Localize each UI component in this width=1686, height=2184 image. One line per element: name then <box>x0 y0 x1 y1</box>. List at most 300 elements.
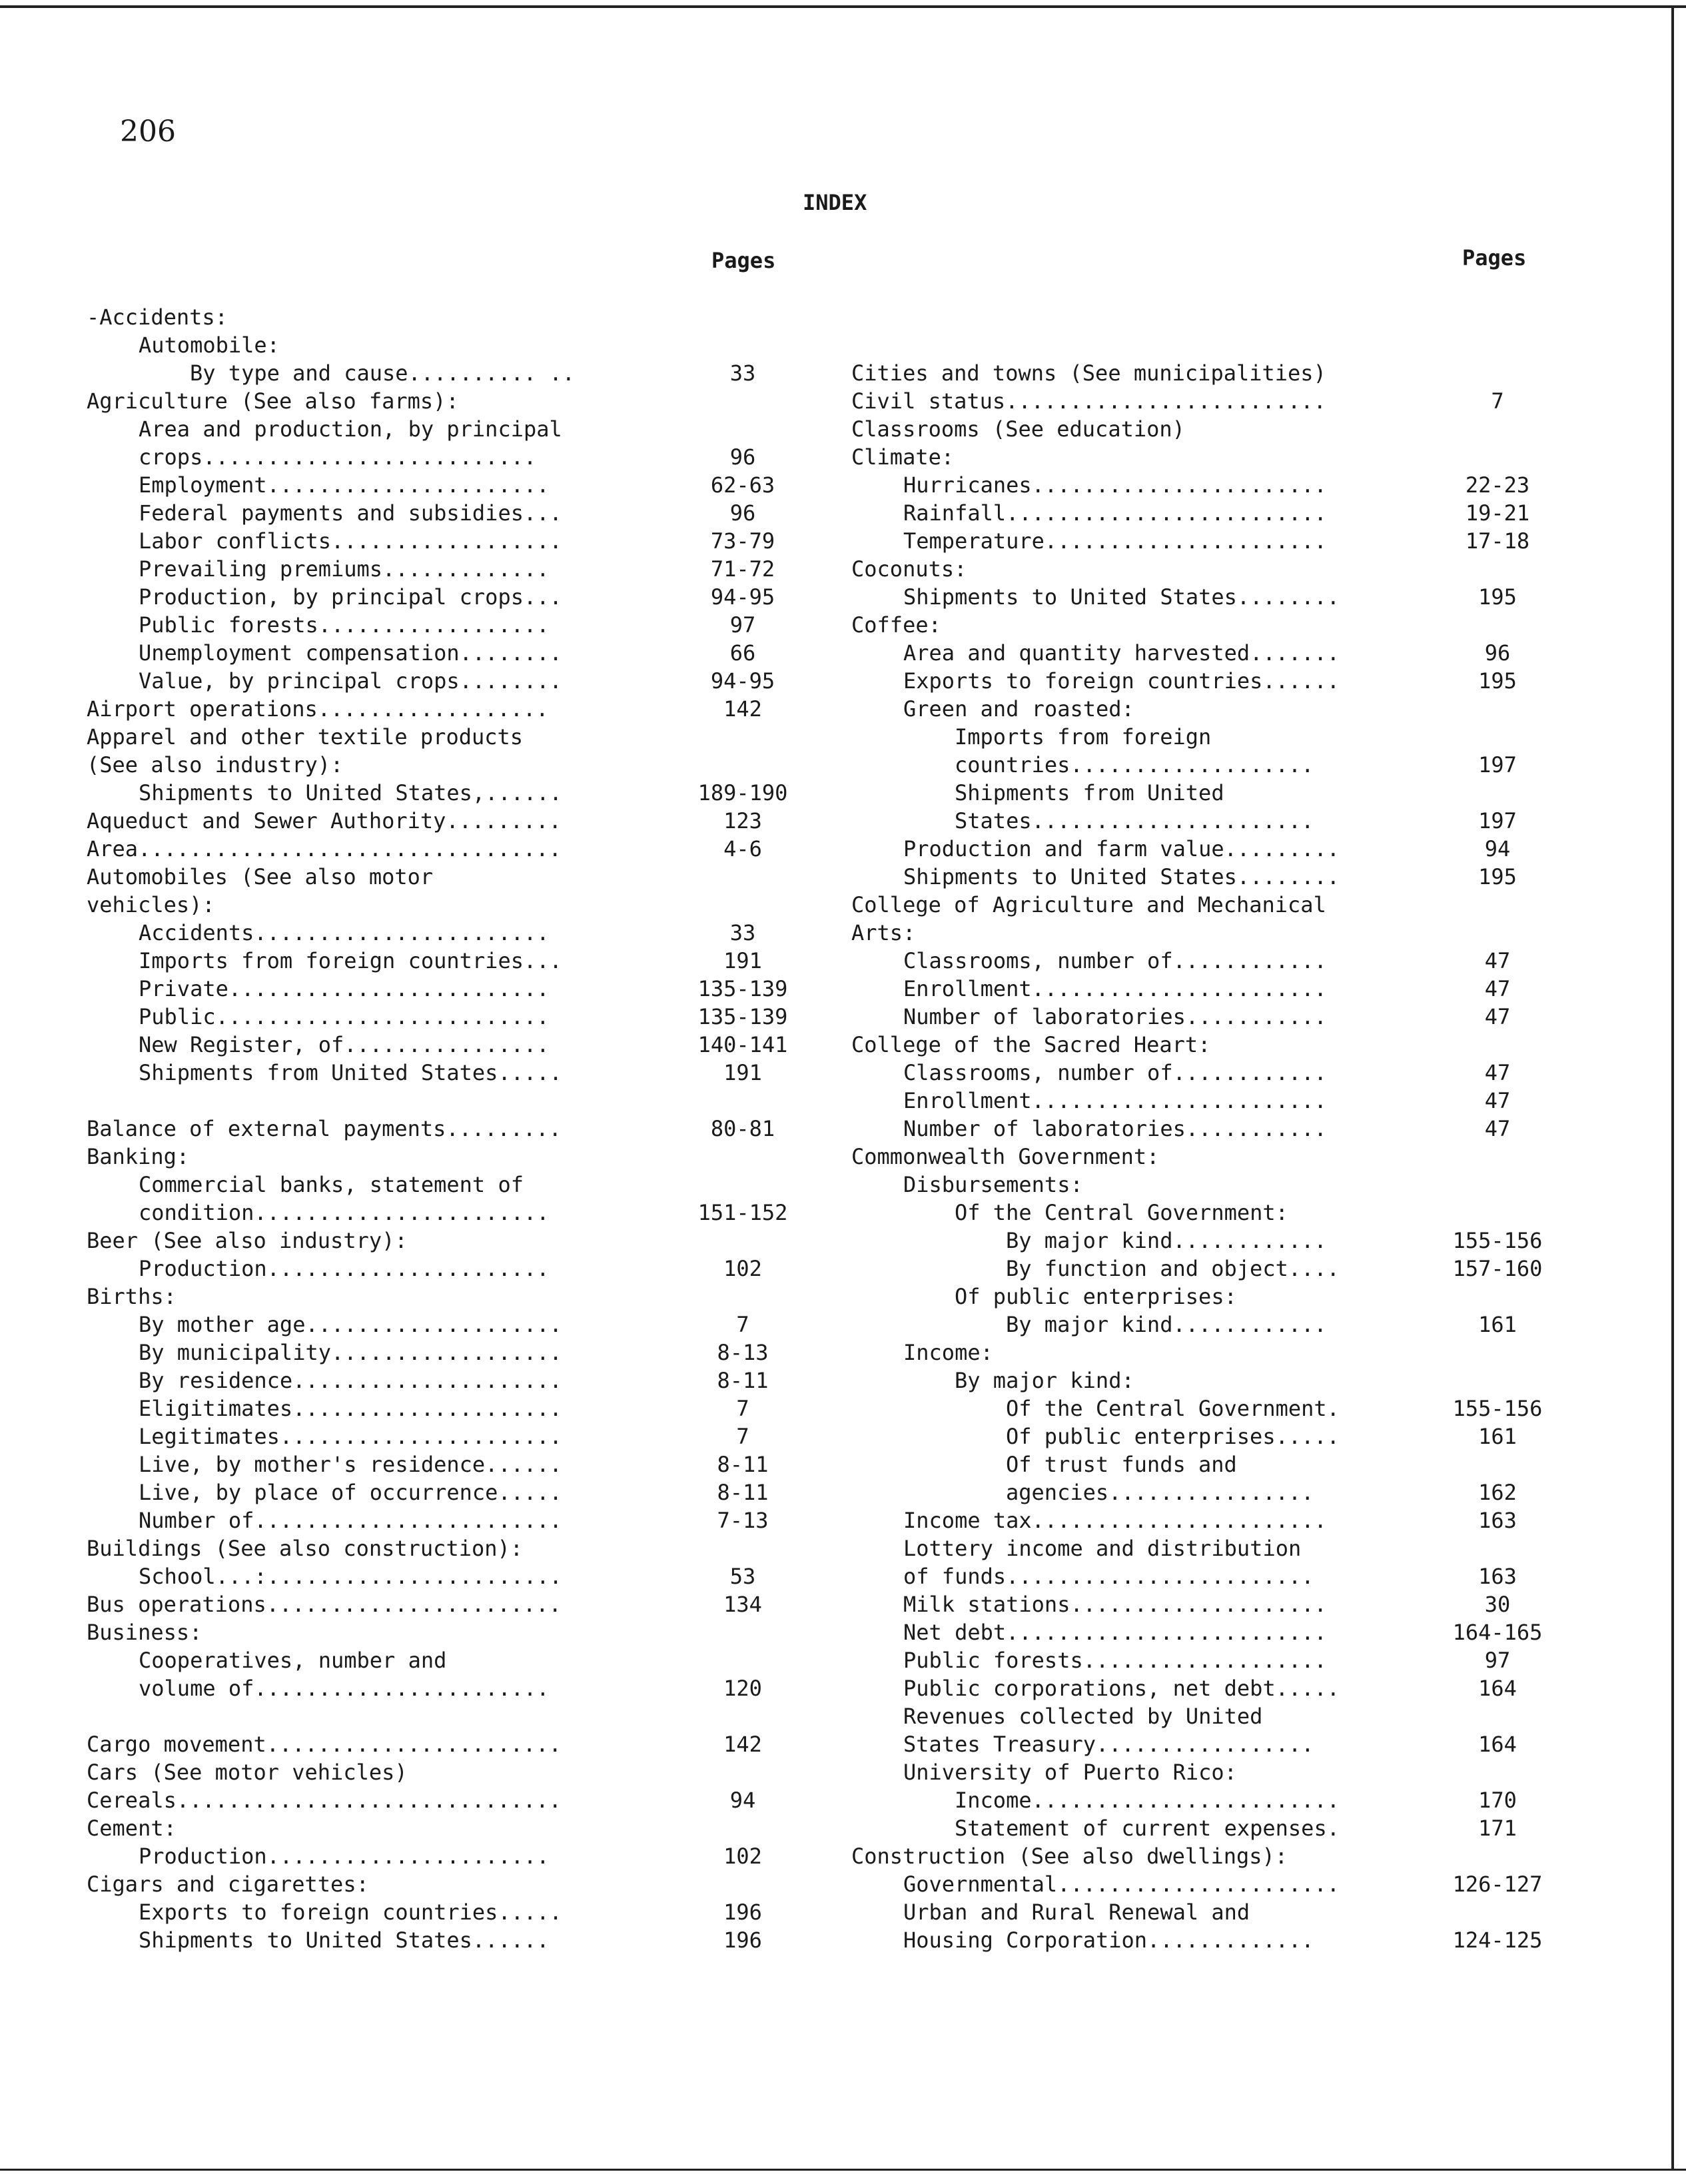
index-entry-pages: 47 <box>1484 1116 1511 1141</box>
page-border-bottom <box>0 2169 1686 2171</box>
index-entry-text: Classrooms, number of............ <box>903 948 1327 973</box>
index-entry <box>87 1339 793 1366</box>
index-entry-text: Income........................ <box>955 1788 1340 1813</box>
index-entry <box>851 1646 1547 1674</box>
index-entry <box>87 1562 793 1590</box>
index-entry-text: Area................................. <box>87 836 562 861</box>
index-entry <box>87 1031 793 1059</box>
index-entry-text: Classrooms (See education) <box>851 416 1185 442</box>
index-entry-text: Production...................... <box>139 1256 550 1281</box>
index-entry-pages: 195 <box>1478 668 1517 694</box>
index-entry-pages: 171 <box>1478 1816 1517 1841</box>
index-entry-text: Enrollment....................... <box>903 1088 1327 1113</box>
index-entry <box>87 779 793 807</box>
index-entry-pages: 47 <box>1484 1060 1511 1085</box>
index-entry-pages: 134 <box>723 1592 762 1617</box>
index-entry <box>87 1618 793 1646</box>
index-entry-text: Live, by place of occurrence..... <box>139 1480 562 1505</box>
index-entry-text: (See also industry): <box>87 752 344 778</box>
index-entry-pages: 155-156 <box>1452 1396 1543 1421</box>
index-entry-text: Federal payments and subsidies... <box>139 500 562 526</box>
index-right-column <box>851 303 1547 1954</box>
index-entry-text: Buildings (See also construction): <box>87 1536 524 1561</box>
index-entry-text: Shipments from United <box>955 780 1224 806</box>
page-number: 206 <box>120 115 176 149</box>
index-entry-text: Balance of external payments......... <box>87 1116 562 1141</box>
index-entry <box>851 1450 1547 1478</box>
index-entry <box>87 1227 793 1255</box>
index-entry <box>87 1534 793 1562</box>
index-entry <box>87 1730 793 1758</box>
index-entry <box>851 1143 1547 1171</box>
index-entry-pages: 157-160 <box>1452 1256 1543 1281</box>
index-entry <box>851 1366 1547 1394</box>
index-entry-pages: 94 <box>729 1788 756 1813</box>
index-entry <box>851 1283 1547 1311</box>
index-entry <box>851 1255 1547 1283</box>
index-entry <box>851 1898 1547 1926</box>
index-entry-text: -Accidents: <box>87 304 228 330</box>
index-entry <box>851 1534 1547 1562</box>
index-entry-text: Cigars and cigarettes: <box>87 1872 369 1897</box>
index-entry <box>851 359 1547 387</box>
index-entry-pages: 94-95 <box>710 584 775 610</box>
index-entry <box>851 1674 1547 1702</box>
index-entry-pages: 8-13 <box>717 1340 769 1365</box>
index-entry-text: Eligitimates..................... <box>139 1396 562 1421</box>
index-entry-pages: 71-72 <box>710 556 775 582</box>
index-entry <box>87 611 793 639</box>
index-entry <box>87 1674 793 1702</box>
index-entry <box>851 331 1547 359</box>
index-entry-text: States Treasury................. <box>903 1732 1314 1757</box>
index-entry-text: Disbursements: <box>903 1172 1083 1197</box>
index-entry <box>87 891 793 919</box>
index-entry <box>87 919 793 947</box>
index-entry-text: Shipments to United States........ <box>903 584 1340 610</box>
index-entry <box>87 555 793 583</box>
index-entry-text: Lottery income and distribution <box>903 1536 1302 1561</box>
index-entry <box>87 1199 793 1227</box>
index-entry-text: Public corporations, net debt..... <box>903 1676 1340 1701</box>
index-entry <box>851 1115 1547 1143</box>
index-entry <box>851 527 1547 555</box>
index-entry-text: crops.......................... <box>139 444 537 470</box>
index-entry-text: Commercial banks, statement of <box>139 1172 524 1197</box>
index-entry-pages: 163 <box>1478 1508 1517 1533</box>
index-entry <box>851 1087 1547 1115</box>
index-entry <box>851 499 1547 527</box>
index-entry-pages: 163 <box>1478 1564 1517 1589</box>
index-entry-pages: 197 <box>1478 752 1517 778</box>
index-entry-text: volume of....................... <box>139 1676 550 1701</box>
index-entry-text: By mother age.................... <box>139 1312 562 1337</box>
index-entry <box>87 1171 793 1199</box>
index-entry-pages: 7-13 <box>717 1508 769 1533</box>
index-entry-pages: 195 <box>1478 584 1517 610</box>
index-entry-text: Labor conflicts.................. <box>139 528 562 554</box>
index-entry-text: College of the Sacred Heart: <box>851 1032 1211 1057</box>
index-entry-text: Employment...................... <box>139 472 550 498</box>
index-entry <box>87 1115 793 1143</box>
index-entry-text: Classrooms, number of............ <box>903 1060 1327 1085</box>
index-entry <box>87 1450 793 1478</box>
index-entry-pages: 62-63 <box>710 472 775 498</box>
index-entry-text: Banking: <box>87 1144 190 1169</box>
index-entry-text: Imports from foreign countries... <box>139 948 562 973</box>
index-entry <box>87 1898 793 1926</box>
index-entry <box>851 1842 1547 1870</box>
index-entry <box>851 1562 1547 1590</box>
index-entry-pages: 96 <box>1484 640 1511 666</box>
index-entry-text: Civil status......................... <box>851 388 1326 414</box>
index-entry-pages: 47 <box>1484 948 1511 973</box>
index-entry <box>87 639 793 667</box>
index-entry-pages: 151-152 <box>697 1200 788 1225</box>
index-entry-text: Automobiles (See also motor <box>87 864 434 889</box>
index-entry-pages: 102 <box>723 1256 762 1281</box>
index-entry-text: By municipality.................. <box>139 1340 562 1365</box>
index-entry <box>87 695 793 723</box>
index-entry-text: Construction (See also dwellings): <box>851 1844 1288 1869</box>
index-entry <box>851 891 1547 919</box>
index-entry <box>851 975 1547 1003</box>
index-entry <box>87 1255 793 1283</box>
index-entry <box>851 1618 1547 1646</box>
index-entry <box>851 1814 1547 1842</box>
index-entry-pages: 161 <box>1478 1312 1517 1337</box>
index-entry-text: of funds........................ <box>903 1564 1314 1589</box>
index-entry-pages: 33 <box>729 920 756 945</box>
index-entry <box>87 527 793 555</box>
index-entry-text: Arts: <box>851 920 916 945</box>
index-entry <box>87 359 793 387</box>
index-entry-text: University of Puerto Rico: <box>903 1760 1237 1785</box>
index-entry-text: Number of........................ <box>139 1508 562 1533</box>
index-entry-pages: 47 <box>1484 976 1511 1001</box>
index-entry-text: Production, by principal crops... <box>139 584 562 610</box>
index-entry-text: Automobile: <box>139 332 280 358</box>
index-entry-text: Urban and Rural Renewal and <box>903 1900 1250 1925</box>
index-entry <box>87 1311 793 1339</box>
index-entry-text: Cities and towns (See municipalities) <box>851 360 1326 386</box>
index-entry-pages: 162 <box>1478 1480 1517 1505</box>
index-entry <box>851 1199 1547 1227</box>
index-entry <box>87 471 793 499</box>
index-entry-text: Income tax....................... <box>903 1508 1327 1533</box>
index-entry-text: Climate: <box>851 444 955 470</box>
index-entry <box>87 415 793 443</box>
index-entry <box>851 1702 1547 1730</box>
index-entry-text: By type and cause.......... .. <box>190 360 575 386</box>
index-entry-text: New Register, of................ <box>139 1032 550 1057</box>
index-entry <box>851 415 1547 443</box>
index-entry <box>87 1059 793 1087</box>
index-entry-pages: 7 <box>1491 388 1504 414</box>
index-entry <box>851 751 1547 779</box>
index-entry <box>87 1814 793 1842</box>
index-entry-text: Net debt......................... <box>903 1620 1327 1645</box>
index-entry-pages: 8-11 <box>717 1452 769 1477</box>
index-entry-text: Area and production, by principal <box>139 416 562 442</box>
index-entry-text: By major kind: <box>955 1368 1134 1393</box>
index-entry <box>851 611 1547 639</box>
index-entry <box>87 499 793 527</box>
page-border-top <box>0 5 1686 8</box>
index-entry <box>87 443 793 471</box>
index-entry <box>851 1590 1547 1618</box>
index-entry-pages: 19-21 <box>1465 500 1530 526</box>
index-entry-text: Public.......................... <box>139 1004 550 1029</box>
index-entry-text: Temperature...................... <box>903 528 1327 554</box>
index-entry <box>87 667 793 695</box>
index-entry-text: Live, by mother's residence...... <box>139 1452 562 1477</box>
page-border-right <box>1671 5 1674 2171</box>
index-entry-pages: 17-18 <box>1465 528 1530 554</box>
index-entry <box>851 1031 1547 1059</box>
index-entry-pages: 4-6 <box>723 836 762 861</box>
index-entry <box>851 1394 1547 1422</box>
index-entry-text: Bus operations....................... <box>87 1592 562 1617</box>
index-entry-text: Agriculture (See also farms): <box>87 388 459 414</box>
index-entry-text: Exports to foreign countries..... <box>139 1900 562 1925</box>
index-entry-text: Value, by principal crops........ <box>139 668 562 694</box>
index-entry-pages: 33 <box>729 360 756 386</box>
index-entry <box>851 583 1547 611</box>
index-entry <box>87 1786 793 1814</box>
index-entry-text: Of public enterprises: <box>955 1284 1237 1309</box>
index-entry <box>851 919 1547 947</box>
index-entry <box>851 1059 1547 1087</box>
index-entry <box>87 331 793 359</box>
index-entry-text: Business: <box>87 1620 203 1645</box>
index-entry <box>851 1870 1547 1898</box>
index-entry <box>851 1926 1547 1954</box>
index-entry <box>851 667 1547 695</box>
index-entry-text: Revenues collected by United <box>903 1704 1263 1729</box>
index-entry <box>851 863 1547 891</box>
index-entry <box>87 1283 793 1311</box>
index-entry-pages: 135-139 <box>697 976 788 1001</box>
index-entry <box>87 863 793 891</box>
index-entry <box>851 303 1547 331</box>
index-entry <box>851 947 1547 975</box>
index-entry <box>87 1087 793 1115</box>
index-entry-pages: 161 <box>1478 1424 1517 1449</box>
index-entry <box>851 471 1547 499</box>
index-entry-text: Shipments to United States........ <box>903 864 1340 889</box>
index-entry-text: College of Agriculture and Mechanical <box>851 892 1326 917</box>
index-entry-pages: 80-81 <box>710 1116 775 1141</box>
pages-header-left: Pages <box>711 248 776 273</box>
index-entry-text: Airport operations.................. <box>87 696 549 722</box>
index-entry-text: Production and farm value......... <box>903 836 1340 861</box>
index-entry <box>87 583 793 611</box>
index-entry-pages: 47 <box>1484 1004 1511 1029</box>
index-entry-pages: 96 <box>729 500 756 526</box>
index-entry-text: Cement: <box>87 1816 177 1841</box>
index-entry-pages: 140-141 <box>697 1032 788 1057</box>
index-entry <box>87 1478 793 1506</box>
index-entry-text: Coffee: <box>851 612 941 638</box>
index-entry <box>87 947 793 975</box>
index-entry-pages: 94 <box>1484 836 1511 861</box>
index-entry <box>87 1702 793 1730</box>
index-entry-text: Births: <box>87 1284 177 1309</box>
index-entry-pages: 97 <box>1484 1648 1511 1673</box>
index-entry-pages: 124-125 <box>1452 1927 1543 1953</box>
index-entry-text: Of the Central Government: <box>955 1200 1288 1225</box>
index-entry-pages: 7 <box>736 1312 749 1337</box>
index-entry <box>87 807 793 835</box>
index-entry-text: Public forests................... <box>903 1648 1327 1673</box>
index-entry-text: Exports to foreign countries...... <box>903 668 1340 694</box>
index-entry <box>87 1758 793 1786</box>
index-entry-text: States...................... <box>955 808 1314 833</box>
index-entry-text: Production...................... <box>139 1844 550 1869</box>
index-entry <box>851 779 1547 807</box>
index-entry <box>851 1506 1547 1534</box>
index-entry <box>87 751 793 779</box>
index-entry-pages: 47 <box>1484 1088 1511 1113</box>
index-entry-text: Shipments from United States..... <box>139 1060 562 1085</box>
index-entry-text: By major kind............ <box>1006 1312 1327 1337</box>
index-entry-text: Number of laboratories........... <box>903 1116 1327 1141</box>
index-entry-text: Aqueduct and Sewer Authority......... <box>87 808 562 833</box>
index-entry-text: Shipments to United States,...... <box>139 780 562 806</box>
index-entry <box>851 443 1547 471</box>
index-entry-pages: 53 <box>729 1564 756 1589</box>
index-entry <box>87 387 793 415</box>
index-entry-text: Housing Corporation............. <box>903 1927 1314 1953</box>
index-entry-text: Imports from foreign <box>955 724 1212 750</box>
index-entry-pages: 73-79 <box>710 528 775 554</box>
index-entry <box>87 1003 793 1031</box>
index-entry-pages: 66 <box>729 640 756 666</box>
index-entry-text: Of the Central Government. <box>1006 1396 1340 1421</box>
index-entry-pages: 7 <box>736 1396 749 1421</box>
index-entry <box>851 1311 1547 1339</box>
index-entry-pages: 196 <box>723 1900 762 1925</box>
index-entry-text: Prevailing premiums............. <box>139 556 550 582</box>
index-title: INDEX <box>803 190 867 215</box>
pages-header-right: Pages <box>1462 245 1527 271</box>
index-entry-text: Area and quantity harvested....... <box>903 640 1340 666</box>
index-entry <box>851 639 1547 667</box>
index-entry-text: Enrollment....................... <box>903 976 1327 1001</box>
index-entry <box>851 1171 1547 1199</box>
index-entry <box>87 1506 793 1534</box>
index-entry-pages: 191 <box>723 1060 762 1085</box>
index-entry-text: By major kind............ <box>1006 1228 1327 1253</box>
index-entry-pages: 8-11 <box>717 1480 769 1505</box>
index-entry <box>87 1422 793 1450</box>
index-entry-pages: 8-11 <box>717 1368 769 1393</box>
index-entry <box>851 723 1547 751</box>
index-entry-text: By function and object.... <box>1006 1256 1340 1281</box>
index-entry-pages: 30 <box>1484 1592 1511 1617</box>
index-entry <box>851 1730 1547 1758</box>
index-entry-pages: 102 <box>723 1844 762 1869</box>
index-entry-pages: 142 <box>723 1732 762 1757</box>
index-entry-text: Green and roasted: <box>903 696 1134 722</box>
index-entry-pages: 123 <box>723 808 762 833</box>
index-entry-pages: 155-156 <box>1452 1228 1543 1253</box>
index-entry <box>851 1422 1547 1450</box>
index-entry-pages: 96 <box>729 444 756 470</box>
index-entry-pages: 189-190 <box>697 780 788 806</box>
index-entry <box>851 1339 1547 1366</box>
index-left-column <box>87 303 793 1954</box>
index-entry-text: Apparel and other textile products <box>87 724 524 750</box>
index-entry-text: Governmental...................... <box>903 1872 1340 1897</box>
index-entry-pages: 195 <box>1478 864 1517 889</box>
index-entry <box>87 723 793 751</box>
index-entry-text: agencies................ <box>1006 1480 1314 1505</box>
index-entry-text: School...:....................... <box>139 1564 562 1589</box>
index-entry-pages: 196 <box>723 1927 762 1953</box>
index-entry-text: Unemployment compensation........ <box>139 640 562 666</box>
index-entry <box>851 835 1547 863</box>
index-entry <box>851 1003 1547 1031</box>
index-entry <box>87 975 793 1003</box>
index-entry-pages: 191 <box>723 948 762 973</box>
index-entry-pages: 142 <box>723 696 762 722</box>
index-entry <box>87 303 793 331</box>
index-entry-text: Hurricanes....................... <box>903 472 1327 498</box>
index-entry <box>87 1143 793 1171</box>
index-entry-pages: 22-23 <box>1465 472 1530 498</box>
index-entry <box>851 1758 1547 1786</box>
index-entry-text: Of trust funds and <box>1006 1452 1237 1477</box>
index-entry-text: Rainfall......................... <box>903 500 1327 526</box>
index-entry-text: Coconuts: <box>851 556 967 582</box>
index-entry <box>87 1394 793 1422</box>
index-entry <box>87 835 793 863</box>
index-entry-text: Commonwealth Government: <box>851 1144 1160 1169</box>
index-entry-pages: 94-95 <box>710 668 775 694</box>
index-entry-text: condition....................... <box>139 1200 550 1225</box>
index-entry-text: Cars (See motor vehicles) <box>87 1760 408 1785</box>
index-entry-text: countries................... <box>955 752 1314 778</box>
index-entry <box>87 1646 793 1674</box>
index-entry <box>851 555 1547 583</box>
index-entry-text: Income: <box>903 1340 993 1365</box>
index-entry <box>851 387 1547 415</box>
index-entry-text: Cargo movement....................... <box>87 1732 562 1757</box>
index-entry-pages: 135-139 <box>697 1004 788 1029</box>
index-entry-text: Beer (See also industry): <box>87 1228 408 1253</box>
index-entry <box>87 1590 793 1618</box>
index-entry-text: Statement of current expenses. <box>955 1816 1340 1841</box>
index-entry-pages: 7 <box>736 1424 749 1449</box>
index-entry <box>851 1478 1547 1506</box>
index-entry <box>851 695 1547 723</box>
index-entry-text: Shipments to United States...... <box>139 1927 550 1953</box>
index-entry-pages: 97 <box>729 612 756 638</box>
index-entry-pages: 170 <box>1478 1788 1517 1813</box>
index-entry-pages: 120 <box>723 1676 762 1701</box>
index-entry-pages: 197 <box>1478 808 1517 833</box>
index-entry-text: Cereals.............................. <box>87 1788 562 1813</box>
index-entry <box>851 1227 1547 1255</box>
index-entry-text: Of public enterprises..... <box>1006 1424 1340 1449</box>
index-entry-pages: 164 <box>1478 1676 1517 1701</box>
index-entry-text: Milk stations.................... <box>903 1592 1327 1617</box>
index-entry <box>87 1842 793 1870</box>
index-entry-text: Cooperatives, number and <box>139 1648 447 1673</box>
index-entry-text: Legitimates...................... <box>139 1424 562 1449</box>
